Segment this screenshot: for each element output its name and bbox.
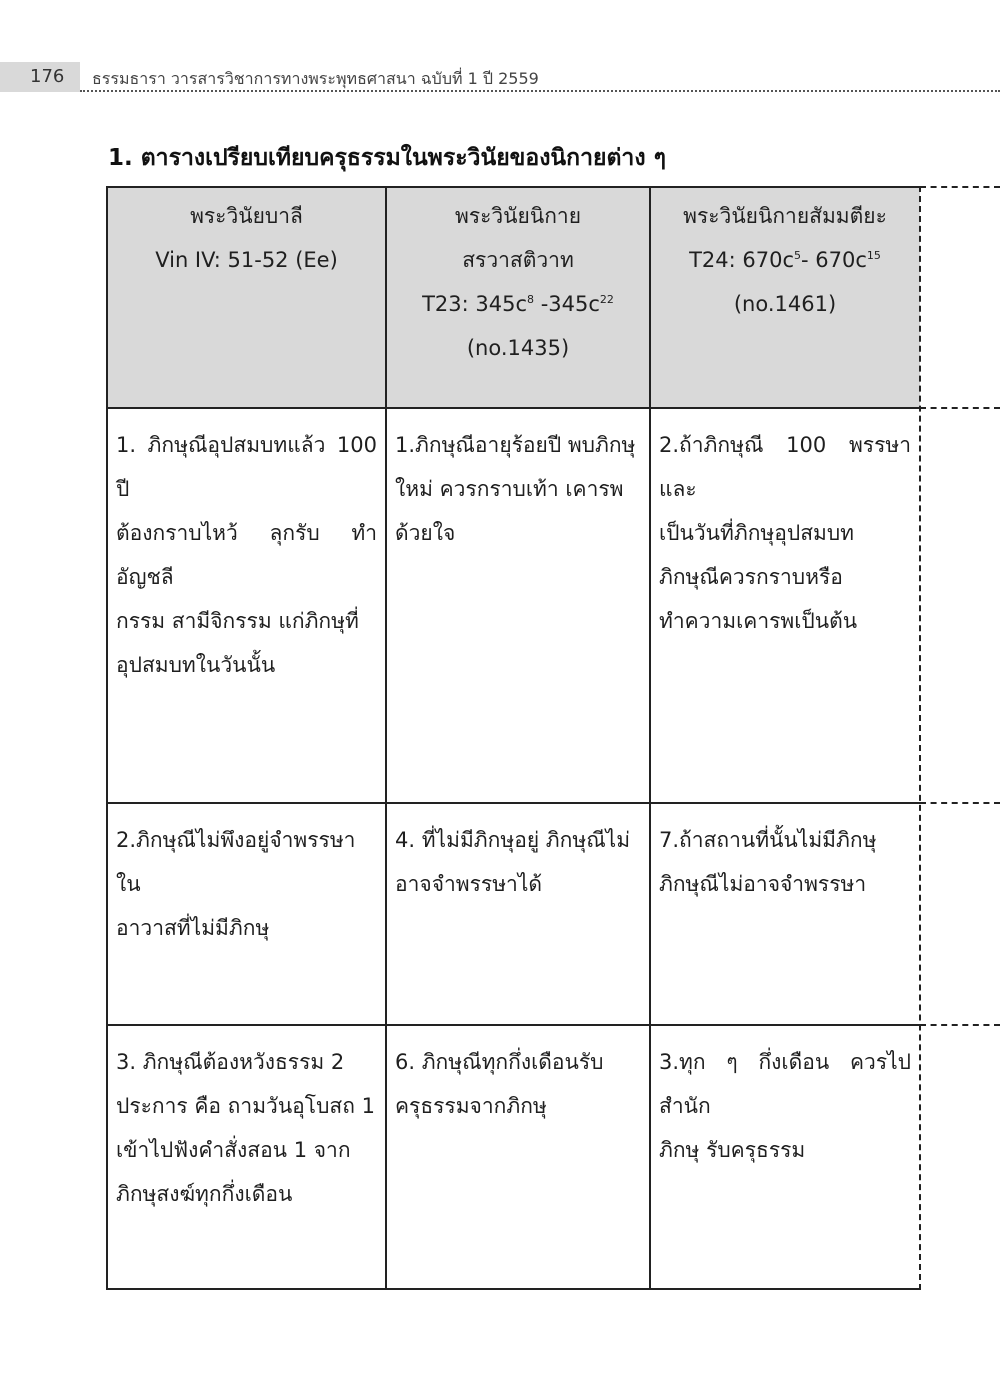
- table-cell: 4. ที่ไม่มีภิกษุอยู่ ภิกษุณีไม่ อาจจำพรรษาได้: [395, 828, 631, 896]
- table-divider-dashed: [919, 186, 921, 1290]
- table-row-rule-2-dashed: [920, 1024, 1000, 1026]
- table-cell: 3.ทุก ๆ กึ่งเดือน ควรไปสำนัก ภิกษุ รับครุธรรม: [659, 1050, 911, 1162]
- table-row-rule-1-dashed: [920, 802, 1000, 804]
- column-name: พระวินัยนิกายสัมมตียะ: [683, 204, 887, 228]
- column-reference: T24: $670c^5-$ $670c^{15}$: [689, 248, 881, 272]
- table-cell: 7.ถ้าสถานที่นั้นไม่มีภิกษุ ภิกษุณีไม่อาจจำพรรษา: [659, 828, 877, 896]
- table-cell: 1.ภิกษุณีอายุร้อยปี พบภิกษุ ใหม่ ควรกราบเท้า เคารพ ด้วยใจ: [395, 433, 636, 545]
- column-header-pali: [108, 186, 385, 282]
- table-cell: 2.ภิกษุณีไม่พึงอยู่จำพรรษาใน อาวาสที่ไม่มีภิกษุ: [116, 828, 356, 940]
- column-number: (no.1435): [466, 336, 570, 360]
- column-number: (no.1461): [733, 292, 837, 316]
- column-header-sarvastivada: [387, 186, 649, 370]
- table-cell: 1. ภิกษุณีอุปสมบทแล้ว 100 ปี ต้องกราบไหว้ ลุกรับ ทำอัญชลี กรรม สามีจิกรรม แก่ภิกษุที่ อุปสมบทในวันนั้น: [116, 433, 377, 677]
- column-reference: Vin IV: 51-52 (Ee): [155, 248, 338, 272]
- page-number: 176: [30, 66, 65, 87]
- column-name: พระวินัยบาลี: [190, 204, 303, 228]
- table-cell: 2.ถ้าภิกษุณี 100 พรรษา และ เป็นวันที่ภิกษุอุปสมบท ภิกษุณีควรกราบหรือ ทำความเคารพเป็นต้น: [659, 433, 911, 633]
- running-title: ธรรมธารา วารสารวิชาการทางพระพุทธศาสนา ฉบับที่ 1 ปี 2559: [92, 69, 539, 88]
- column-name-cont: สรวาสติวาท: [462, 248, 574, 272]
- comparison-table: [106, 186, 1000, 1290]
- table-border-top-dashed: [920, 186, 1000, 188]
- table-header-rule-dashed: [920, 407, 1000, 409]
- table-border-bottom: [106, 1288, 920, 1290]
- column-header-sammatiya: [651, 186, 919, 326]
- column-reference: T23: $345c^8$ $-345c^{22}$: [422, 292, 614, 316]
- section-title: 1. ตารางเปรียบเทียบครุธรรมในพระวินัยของนิกายต่าง ๆ: [108, 145, 666, 171]
- table-cell: 3. ภิกษุณีต้องหวังธรรม 2 ประการ คือ ถามวันอุโบสถ 1 เข้าไปฟังคำสั่งสอน 1 จาก ภิกษุสงฆ์ทุกกึ่งเดือน: [116, 1050, 375, 1206]
- table-cell: 6. ภิกษุณีทุกกึ่งเดือนรับ ครุธรรมจากภิกษุ: [395, 1050, 604, 1118]
- column-name: พระวินัยนิกาย: [454, 204, 582, 228]
- header-dotted-rule: [80, 90, 1000, 92]
